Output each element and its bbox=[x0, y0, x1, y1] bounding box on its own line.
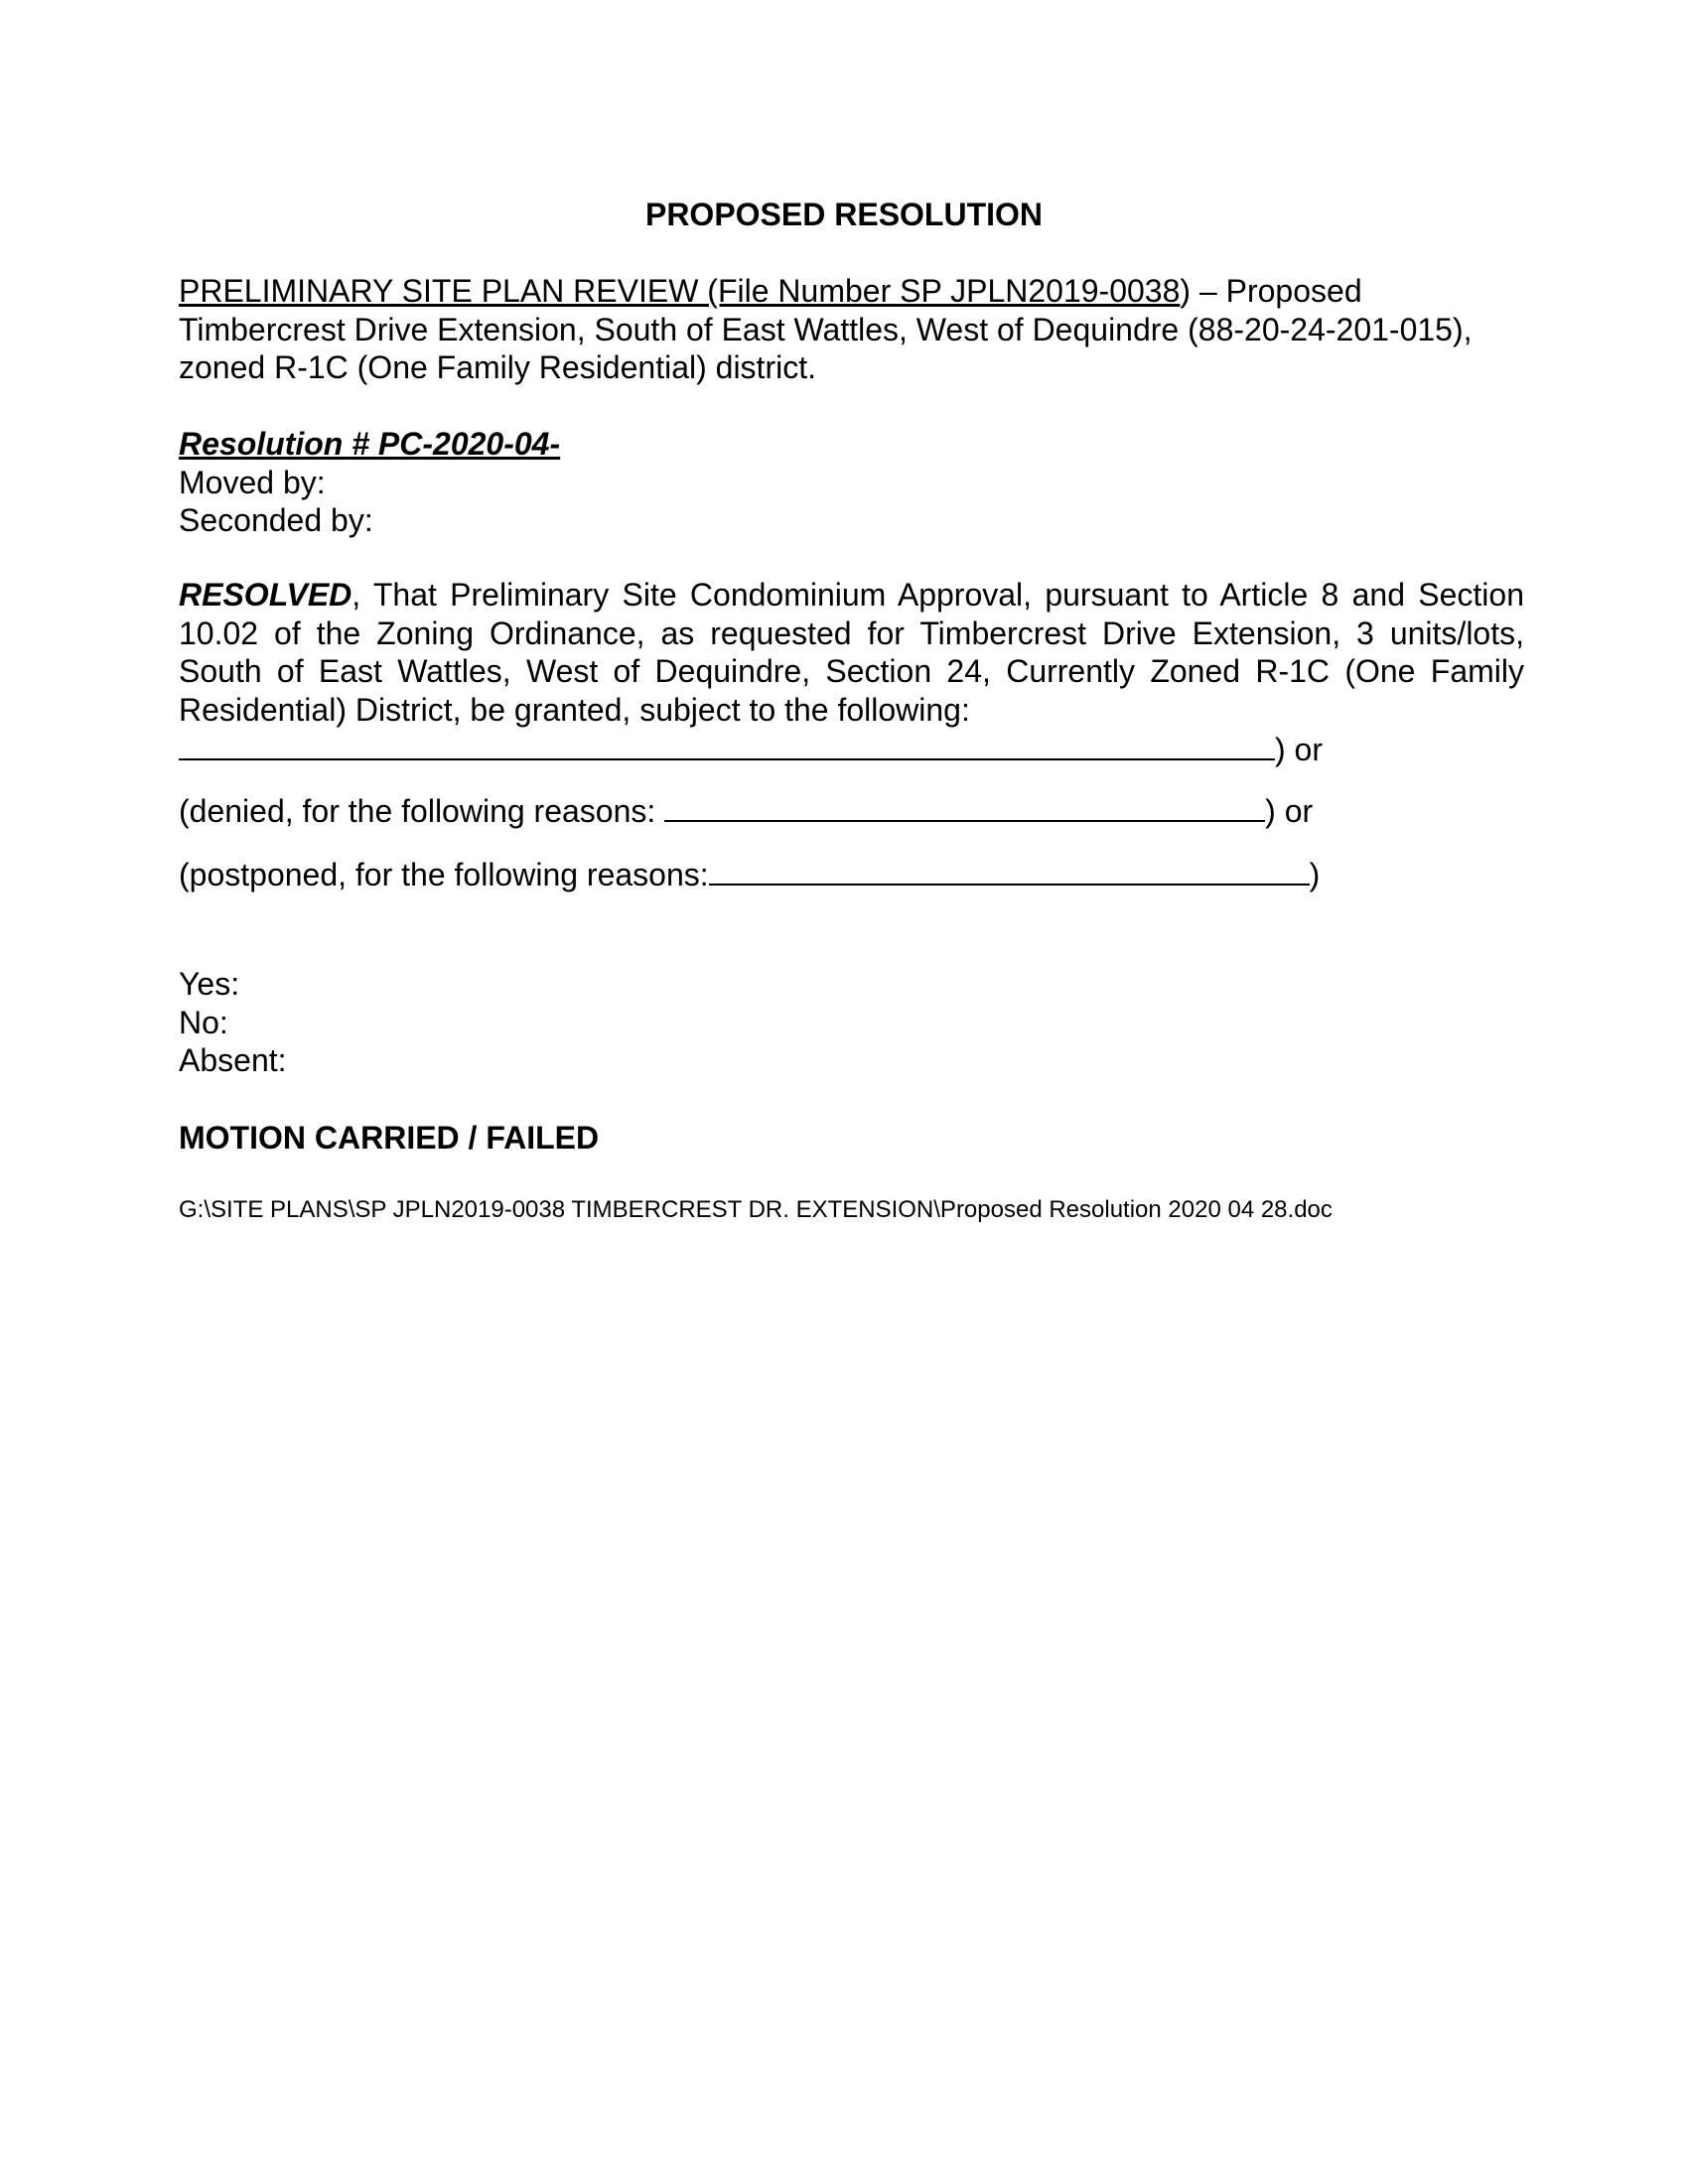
granted-suffix: ) or bbox=[1275, 732, 1323, 767]
denied-suffix: ) or bbox=[1265, 793, 1314, 829]
postponed-label: (postponed, for the following reasons: bbox=[179, 857, 709, 892]
seconded-by-label: Seconded by: bbox=[179, 502, 373, 538]
denied-blank-line[interactable] bbox=[664, 790, 1265, 822]
motion-result: MOTION CARRIED / FAILED bbox=[179, 1120, 600, 1156]
heading-rest-text: ) – Proposed Timbercrest Drive Extension, South of East Wattles, West of Dequindre (88-20-24-201-015), zoned R-1C (One Family Residential) district. bbox=[179, 273, 1473, 385]
postponed-row bbox=[179, 854, 1320, 893]
postponed-blank-line[interactable] bbox=[709, 854, 1310, 886]
resolved-paragraph bbox=[179, 576, 1524, 729]
votes-absent-label: Absent: bbox=[179, 1042, 287, 1078]
file-path-footer: G:\SITE PLANS\SP JPLN2019-0038 TIMBERCREST DR. EXTENSION\Proposed Resolution 2020 04 28.doc bbox=[179, 1196, 1333, 1223]
granted-blank-line[interactable] bbox=[179, 729, 1275, 760]
denied-label: (denied, for the following reasons: bbox=[179, 793, 665, 829]
resolved-lead: RESOLVED bbox=[179, 577, 352, 613]
resolved-text: , That Preliminary Site Condominium Approval, pursuant to Article 8 and Section 10.02 of the Zoning Ordinance, as requested for Timbercrest Drive Extension, 3 units/lots, South of East Wattles, West of Dequindre, Section 24, Currently Zoned R-1C (One Family Residential) District, be granted, subject to the following: bbox=[179, 577, 1524, 728]
moved-by-label: Moved by: bbox=[179, 464, 326, 500]
postponed-suffix: ) bbox=[1309, 857, 1321, 892]
granted-row bbox=[179, 729, 1323, 768]
document-title: PROPOSED RESOLUTION bbox=[644, 197, 1044, 232]
resolution-number: Resolution # PC-2020-04- bbox=[179, 426, 561, 462]
resolution-block bbox=[179, 425, 1524, 540]
votes-block bbox=[179, 965, 1524, 1080]
heading-underlined-text: PRELIMINARY SITE PLAN REVIEW (File Number SP JPLN2019-0038 bbox=[179, 273, 1181, 309]
heading-paragraph bbox=[179, 272, 1524, 387]
votes-no-label: No: bbox=[179, 1004, 228, 1040]
denied-row bbox=[179, 790, 1313, 830]
votes-yes-label: Yes: bbox=[179, 966, 240, 1002]
